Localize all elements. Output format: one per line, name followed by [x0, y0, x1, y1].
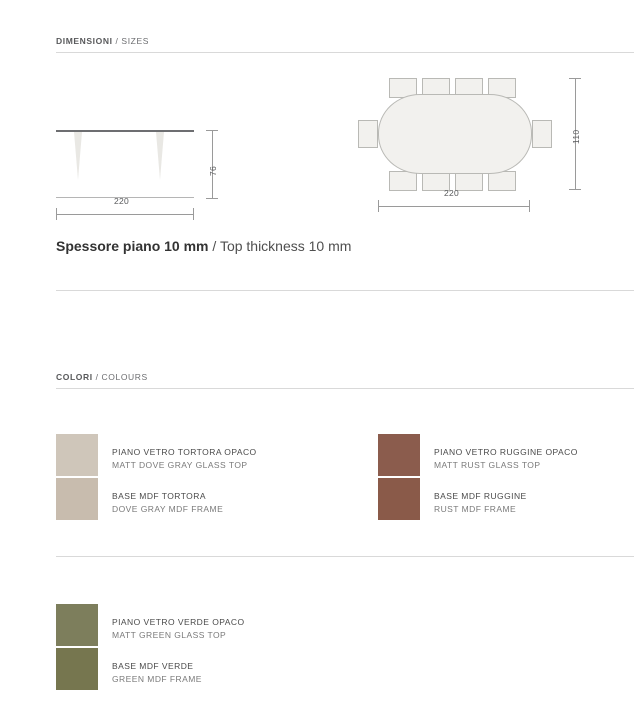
front-view-width-label: 220 [114, 196, 130, 206]
label-en: MATT RUST GLASS TOP [434, 460, 541, 470]
label-piano-vetro-ruggine [434, 446, 578, 472]
label-it: PIANO VETRO TORTORA OPACO [112, 447, 257, 457]
label-base-mdf-tortora [112, 490, 223, 516]
label-en: RUST MDF FRAME [434, 504, 517, 514]
swatch-base-mdf-ruggine [378, 478, 420, 520]
colours-title-it: COLORI [56, 372, 93, 382]
table-leg-right [156, 132, 164, 180]
colours-section-title [56, 372, 148, 382]
thickness-en: Top thickness 10 mm [219, 238, 352, 254]
label-it: PIANO VETRO VERDE OPACO [112, 617, 245, 627]
top-view-width-label: 220 [444, 188, 460, 198]
thickness-sep: / [208, 238, 220, 254]
front-view-height-label: 76 [208, 165, 218, 176]
height-dimension-line [212, 130, 213, 198]
label-it: BASE MDF VERDE [112, 661, 194, 671]
swatch-piano-vetro-ruggine [378, 434, 420, 476]
dimensions-title-it: DIMENSIONI [56, 36, 113, 46]
top-width-tick-left [378, 200, 379, 212]
label-en: MATT GREEN GLASS TOP [112, 630, 227, 640]
chair-left [358, 120, 378, 148]
label-base-mdf-ruggine [434, 490, 527, 516]
height-dim-tick-bottom [206, 198, 218, 199]
colours-title-en: COLOURS [101, 372, 148, 382]
label-en: DOVE GRAY MDF FRAME [112, 504, 224, 514]
label-en: GREEN MDF FRAME [112, 674, 202, 684]
colours-group-divider [56, 556, 634, 557]
dimensions-section-title [56, 36, 149, 46]
swatch-base-mdf-tortora [56, 478, 98, 520]
width-dimension-line [56, 214, 194, 215]
label-it: BASE MDF RUGGINE [434, 491, 527, 501]
label-piano-vetro-tortora [112, 446, 257, 472]
top-width-dimension-line [378, 206, 530, 207]
depth-dim-tick-bottom [569, 189, 581, 190]
width-dim-tick-left [56, 208, 57, 220]
label-piano-vetro-verde [112, 616, 245, 642]
chair-bottom-4 [488, 171, 516, 191]
top-thickness-text [56, 238, 351, 254]
width-dim-tick-right [193, 208, 194, 220]
dimensions-divider [56, 52, 634, 53]
table-oval-top [378, 94, 532, 174]
table-leg-left [74, 132, 82, 180]
front-view-drawing [56, 118, 236, 213]
dimensions-title-sep: / [112, 36, 122, 46]
thickness-divider [56, 290, 634, 291]
label-en: MATT DOVE GRAY GLASS TOP [112, 460, 248, 470]
label-it: PIANO VETRO RUGGINE OPACO [434, 447, 578, 457]
chair-bottom-3 [455, 171, 483, 191]
swatch-base-mdf-verde [56, 648, 98, 690]
top-view-depth-label: 110 [571, 129, 581, 144]
colours-divider [56, 388, 634, 389]
height-dim-tick-top [206, 130, 218, 131]
colours-title-sep: / [92, 372, 102, 382]
thickness-it: Spessore piano 10 mm [56, 238, 209, 254]
label-it: BASE MDF TORTORA [112, 491, 206, 501]
chair-right [532, 120, 552, 148]
label-base-mdf-verde [112, 660, 202, 686]
swatch-piano-vetro-tortora [56, 434, 98, 476]
dimensions-title-en: SIZES [121, 36, 149, 46]
top-view-drawing [350, 70, 590, 215]
top-width-tick-right [529, 200, 530, 212]
swatch-piano-vetro-verde [56, 604, 98, 646]
chair-bottom-1 [389, 171, 417, 191]
depth-dim-tick-top [569, 78, 581, 79]
